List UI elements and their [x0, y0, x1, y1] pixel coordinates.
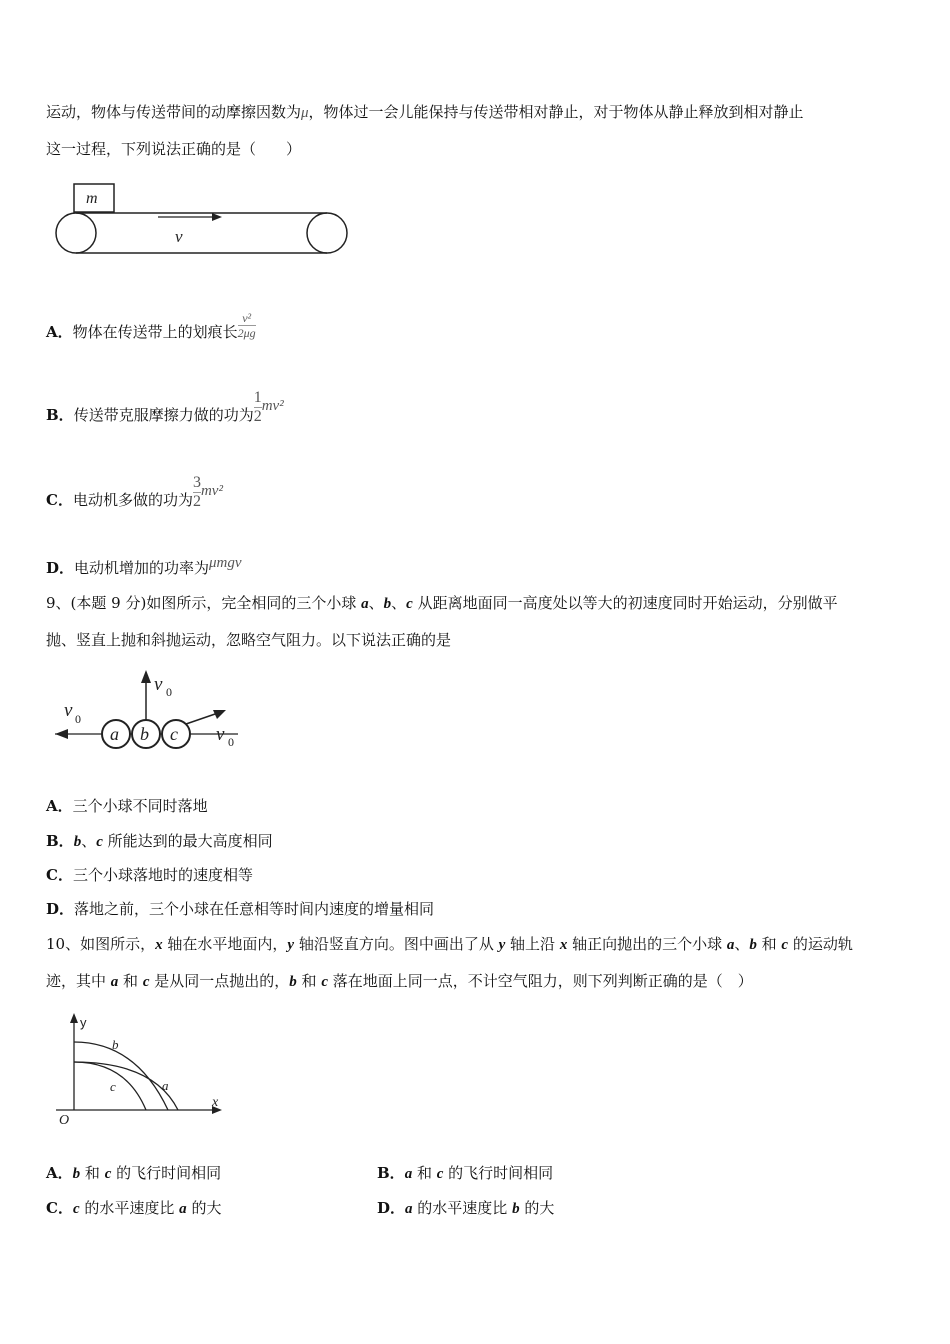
v0-oblique-sub: 0: [228, 735, 234, 749]
block-label: m: [86, 190, 98, 207]
var-a: a: [726, 937, 735, 953]
left-arrow-head: [55, 729, 68, 739]
var-b: b: [73, 834, 82, 850]
label-c: c: [110, 1079, 116, 1094]
ball-b-label: b: [383, 596, 392, 612]
q10-option-a[interactable]: [46, 1163, 221, 1184]
separator: 、: [81, 832, 97, 850]
ball-a-label: a: [361, 596, 369, 612]
numerator: 1: [253, 388, 262, 406]
var: b: [512, 1201, 520, 1217]
separator: 、: [368, 594, 384, 612]
q9-line-2: [46, 630, 451, 650]
expression: mv²: [200, 483, 223, 499]
option-label: C．: [46, 491, 73, 509]
option-text: 和: [80, 1164, 105, 1182]
oblique-arrow: [186, 713, 218, 724]
q9-line-1: [46, 593, 838, 614]
option-text: 的大: [186, 1199, 222, 1217]
question-stem: 从距离地面同一高度处以等大的初速度同时开始运动，分别做平: [412, 594, 838, 612]
separator: 、: [734, 935, 750, 953]
conjunction: 和: [756, 935, 782, 953]
v0-oblique: v: [216, 724, 225, 745]
denominator: 2: [253, 407, 262, 425]
intro-text: ，物体过一会儿能保持与传送带相对静止，对于物体从静止释放到相对静止: [308, 103, 804, 121]
option-text: 的飞行时间相同: [111, 1164, 222, 1182]
intro-text: 运动，物体与传送带间的动摩擦因数为: [46, 103, 302, 121]
var: a: [179, 1201, 187, 1217]
question-stem: 的运动轨: [788, 935, 853, 953]
three-balls-figure: [50, 668, 245, 753]
right-pulley: [307, 213, 347, 253]
q10-option-d[interactable]: [377, 1198, 554, 1219]
q9-option-a[interactable]: [46, 796, 208, 816]
question-stem: 轴上沿: [505, 935, 560, 953]
option-text: 三个小球落地时的速度相等: [72, 866, 253, 884]
fraction: [193, 474, 201, 511]
question-stem: 抛、竖直上抛和斜抛运动，忽略空气阻力。以下说法正确的是: [46, 631, 452, 649]
conjunction: 和: [118, 972, 143, 990]
fraction: [254, 389, 262, 426]
v0-left-sub: 0: [75, 712, 81, 726]
option-label: B．: [46, 406, 74, 424]
numerator: 3: [192, 473, 201, 491]
left-pulley: [56, 213, 96, 253]
x-axis-label: x: [212, 1095, 219, 1110]
v0-up-sub: 0: [166, 685, 172, 699]
expression: μmgv: [209, 555, 242, 571]
expression: mv²: [261, 398, 284, 414]
option-text: 和: [412, 1164, 437, 1182]
mu-symbol: μ: [301, 105, 309, 121]
numerator: v²: [242, 310, 252, 325]
option-b[interactable]: [46, 388, 284, 426]
var-c: c: [781, 937, 789, 953]
var-c: c: [142, 974, 150, 990]
option-text: 所能达到的最大高度相同: [102, 832, 273, 850]
option-text: 的水平速度比: [412, 1199, 513, 1217]
var-c: c: [96, 834, 103, 850]
question-stem: 10、如图所示，: [46, 935, 156, 953]
var: c: [72, 1201, 80, 1217]
conjunction: 和: [296, 972, 322, 990]
denominator: 2μg: [237, 325, 256, 340]
var: c: [436, 1166, 444, 1182]
intro-line-2: [46, 139, 301, 159]
option-d[interactable]: [46, 555, 242, 579]
option-text: 的大: [519, 1199, 555, 1217]
option-label: D．: [46, 559, 75, 577]
q9-option-d[interactable]: [46, 899, 434, 919]
option-text: 的飞行时间相同: [443, 1164, 554, 1182]
q10-line-1: [46, 934, 853, 955]
question-stem: 是从同一点抛出的，: [149, 972, 290, 990]
var: b: [72, 1166, 81, 1182]
option-label: B．: [46, 832, 74, 850]
velocity-label: v: [175, 227, 183, 246]
q10-line-2: [46, 971, 753, 992]
var-x: x: [559, 937, 568, 953]
question-stem: 9、(本题 9 分)如图所示，完全相同的三个小球: [46, 594, 362, 612]
option-text: 物体在传送带上的划痕长: [72, 323, 238, 341]
option-label: A．: [46, 1164, 73, 1182]
label-b: b: [112, 1037, 119, 1052]
option-text: 三个小球不同时落地: [72, 797, 208, 815]
var: a: [405, 1201, 413, 1217]
var-b: b: [749, 937, 757, 953]
question-stem: 轴沿竖直方向。图中画出了从: [294, 935, 499, 953]
question-stem: 这一过程，下列说法正确的是（ ）: [46, 140, 302, 158]
var-b: b: [289, 974, 297, 990]
var-c: c: [321, 974, 328, 990]
var: a: [404, 1166, 413, 1182]
conveyor-belt-figure: [50, 180, 355, 260]
question-stem: 轴正向抛出的三个小球: [567, 935, 727, 953]
trajectory-figure: [50, 1010, 230, 1130]
option-label: D．: [377, 1199, 406, 1217]
intro-line-1: [46, 102, 804, 123]
option-text: 电动机增加的功率为: [74, 559, 210, 577]
ball-a-text: a: [110, 724, 119, 744]
q10-option-c[interactable]: [46, 1198, 221, 1219]
ball-b-text: b: [140, 724, 149, 744]
q9-option-c[interactable]: [46, 865, 253, 885]
option-label: D．: [46, 900, 75, 918]
var: c: [104, 1166, 112, 1182]
origin-label: O: [59, 1113, 70, 1128]
question-stem: 迹，其中: [46, 972, 111, 990]
v0-up: v: [154, 674, 163, 695]
ball-c-label: c: [406, 596, 413, 612]
fraction: [238, 311, 256, 340]
question-stem: 轴在水平地面内，: [162, 935, 288, 953]
var-y: y: [287, 937, 295, 953]
option-a[interactable]: [46, 310, 256, 342]
option-text: 传送带克服摩擦力做的功为: [73, 406, 254, 424]
option-label: A．: [46, 323, 73, 341]
option-label: A．: [46, 797, 73, 815]
var-x: x: [155, 937, 163, 953]
label-a: a: [162, 1078, 169, 1093]
separator: 、: [391, 594, 407, 612]
option-label: B．: [377, 1164, 405, 1182]
q10-option-b[interactable]: [377, 1163, 553, 1184]
option-label: C．: [46, 1199, 73, 1217]
option-label: C．: [46, 866, 73, 884]
option-c[interactable]: [46, 473, 223, 511]
option-text: 的水平速度比: [79, 1199, 180, 1217]
var-a: a: [110, 974, 119, 990]
option-text: 落地之前，三个小球在任意相等时间内速度的增量相同: [74, 900, 435, 918]
y-axis-label: y: [80, 1015, 87, 1030]
question-stem: 落在地面上同一点，不计空气阻力，则下列判断正确的是（ ）: [328, 972, 753, 990]
var-y: y: [498, 937, 506, 953]
option-text: 电动机多做的功为: [72, 491, 193, 509]
ball-c-text: c: [170, 724, 178, 744]
q9-option-b[interactable]: [46, 831, 273, 852]
v0-left: v: [64, 700, 73, 721]
denominator: 2: [192, 492, 201, 510]
